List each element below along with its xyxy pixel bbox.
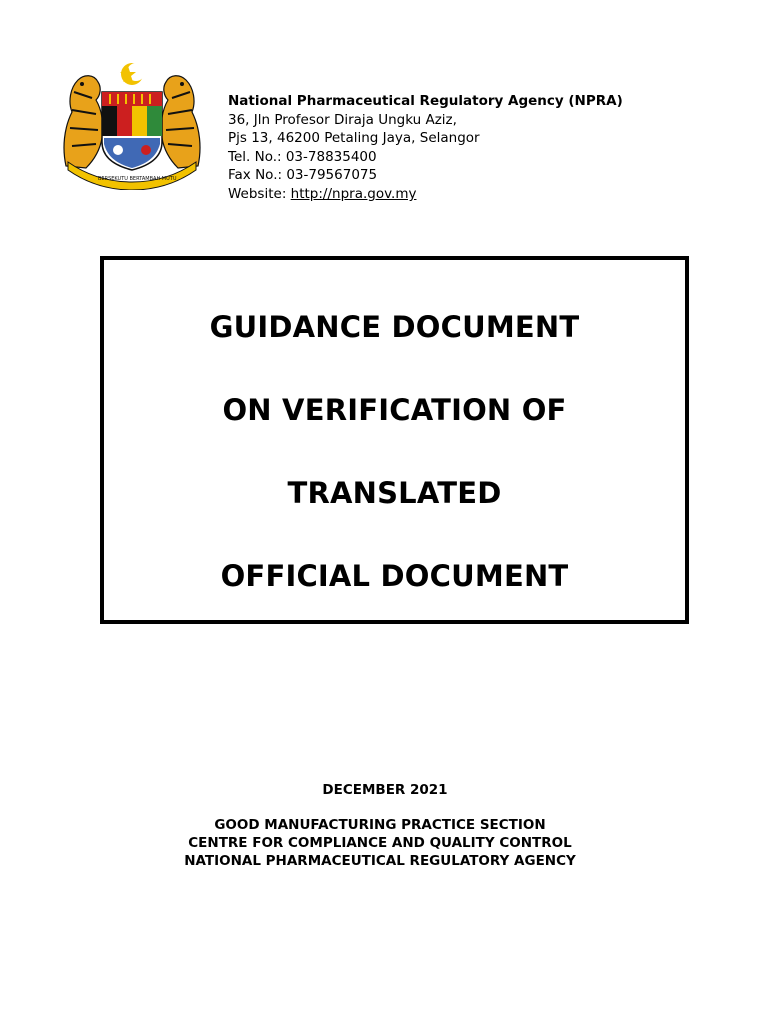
title-line-1: GUIDANCE DOCUMENT (209, 310, 580, 344)
shield-icon (102, 92, 162, 170)
title-line-3: TRANSLATED (287, 476, 502, 510)
fax-number: Fax No.: 03-79567075 (228, 167, 378, 184)
document-date: DECEMBER 2021 (322, 782, 448, 798)
title-line-2: ON VERIFICATION OF (222, 393, 567, 427)
svg-text:BERSEKUTU BERTAMBAH MUTU: BERSEKUTU BERTAMBAH MUTU (98, 176, 177, 182)
agency-name: National Pharmaceutical Regulatory Agency (NPRA) (228, 93, 623, 109)
star-crescent-icon (120, 63, 145, 85)
telephone-number: Tel. No.: 03-78835400 (228, 148, 377, 165)
title-line-4: OFFICIAL DOCUMENT (220, 559, 569, 593)
agency-full-name: NATIONAL PHARMACEUTICAL REGULATORY AGENCY (184, 853, 576, 869)
agency-contact-block (228, 92, 623, 204)
coat-of-arms-logo (58, 58, 206, 190)
right-tiger-icon (161, 76, 200, 168)
address-line-2: Pjs 13, 46200 Petaling Jaya, Selangor (228, 130, 480, 147)
issuing-section-block (0, 816, 760, 870)
left-tiger-icon (64, 76, 103, 168)
title-box (100, 256, 689, 624)
website-label: Website: (228, 185, 291, 202)
centre-name: CENTRE FOR COMPLIANCE AND QUALITY CONTROL (188, 835, 572, 851)
website-line (228, 185, 623, 204)
website-link[interactable]: http://npra.gov.my (290, 185, 417, 202)
address-line-1: 36, Jln Profesor Diraja Ungku Aziz, (228, 111, 457, 128)
section-name: GOOD MANUFACTURING PRACTICE SECTION (214, 817, 546, 833)
